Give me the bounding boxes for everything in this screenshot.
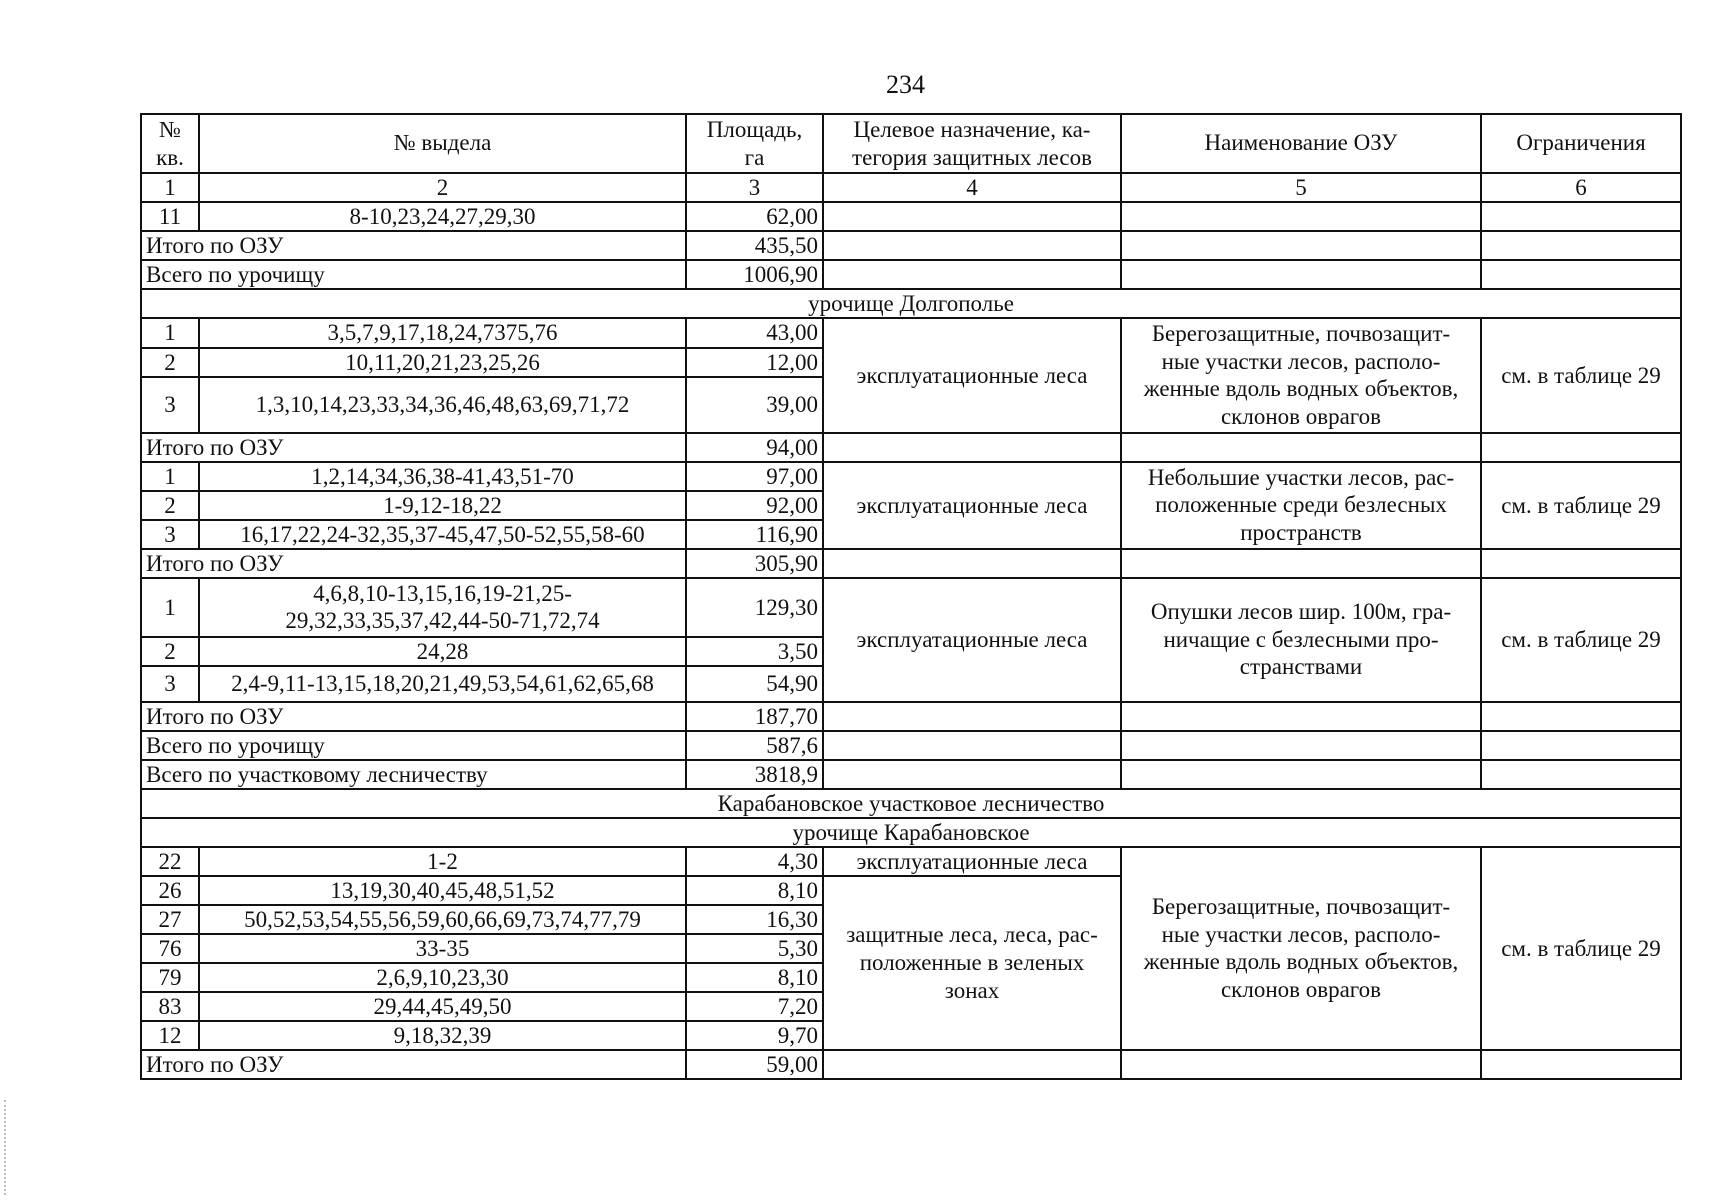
area-cell: 12,00 [686, 348, 823, 378]
vydel-cell: 9,18,32,39 [199, 1021, 686, 1050]
ozu-cell: Опушки лесов шир. 100м, гра- ничащие с безлесными про- странствами [1121, 578, 1481, 702]
header-row [141, 114, 1681, 173]
area-cell: 39,00 [686, 377, 823, 432]
vydel-cell: 33-35 [199, 934, 686, 963]
area-cell: 3,50 [686, 637, 823, 666]
vydel-cell: 1,2,14,34,36,38-41,43,51-70 [199, 462, 686, 491]
area-cell: 92,00 [686, 491, 823, 520]
vydel-cell: 4,6,8,10-13,15,16,19-21,25- 29,32,33,35,37,42,44-50-71,72,74 [199, 578, 686, 637]
header-limits: Ограничения [1481, 114, 1681, 173]
total-label: Итого по ОЗУ [141, 433, 686, 462]
col-num: 5 [1121, 173, 1481, 202]
area-cell: 54,90 [686, 666, 823, 702]
col-num: 4 [823, 173, 1121, 202]
kv-cell: 26 [141, 876, 199, 905]
area-cell: 9,70 [686, 1021, 823, 1050]
area-cell: 8,10 [686, 963, 823, 992]
total-label: Всего по урочищу [141, 731, 686, 760]
forestry-total-row [141, 760, 1681, 789]
kv-cell: 22 [141, 847, 199, 876]
section-title: Карабановское участковое лесничество [141, 789, 1681, 818]
area-cell: 43,00 [686, 318, 823, 348]
purpose-cell: эксплуатационные леса [823, 578, 1121, 702]
kv-cell: 2 [141, 491, 199, 520]
limits-cell: см. в таблице 29 [1481, 578, 1681, 702]
total-value: 3818,9 [686, 760, 823, 789]
vydel-cell: 16,17,22,24-32,35,37-45,47,50-52,55,58-60 [199, 520, 686, 549]
ozu-cell: Небольшие участки лесов, рас- положенные среди безлесных пространств [1121, 462, 1481, 549]
area-cell: 8,10 [686, 876, 823, 905]
area-cell: 62,00 [686, 202, 823, 231]
kv-cell: 2 [141, 348, 199, 378]
header-vydel: № выдела [199, 114, 686, 173]
total-label: Итого по ОЗУ [141, 702, 686, 731]
section-title: урочище Долгополье [141, 289, 1681, 318]
purpose-cell: эксплуатационные леса [823, 847, 1121, 876]
page-number: 234 [886, 70, 925, 99]
scan-edge-marks [4, 1100, 12, 1195]
col-num: 3 [686, 173, 823, 202]
purpose-cell: эксплуатационные леса [823, 462, 1121, 549]
section-title-row [141, 818, 1681, 847]
kv-cell: 3 [141, 666, 199, 702]
area-cell: 16,30 [686, 905, 823, 934]
vydel-cell: 2,6,9,10,23,30 [199, 963, 686, 992]
ozu-cell: Берегозащитные, почвозащит- ные участки лесов, располо- женные вдоль водных объектов, склонов оврагов [1121, 847, 1481, 1050]
table-row [141, 318, 1681, 348]
total-value: 305,90 [686, 549, 823, 578]
vydel-cell: 10,11,20,21,23,25,26 [199, 348, 686, 378]
vydel-cell: 1,3,10,14,23,33,34,36,46,48,63,69,71,72 [199, 377, 686, 432]
vydel-cell: 29,44,45,49,50 [199, 992, 686, 1021]
grand-total-row [141, 260, 1681, 289]
limits-cell: см. в таблице 29 [1481, 318, 1681, 432]
limits-cell: см. в таблице 29 [1481, 847, 1681, 1050]
total-label: Итого по ОЗУ [141, 549, 686, 578]
header-area: Площадь, га [686, 114, 823, 173]
col-num: 6 [1481, 173, 1681, 202]
total-value: 1006,90 [686, 260, 823, 289]
grand-total-row [141, 731, 1681, 760]
table-row [141, 202, 1681, 231]
vydel-cell: 2,4-9,11-13,15,18,20,21,49,53,54,61,62,65,68 [199, 666, 686, 702]
total-value: 187,70 [686, 702, 823, 731]
total-label: Всего по урочищу [141, 260, 686, 289]
area-cell: 5,30 [686, 934, 823, 963]
area-cell: 116,90 [686, 520, 823, 549]
kv-cell: 3 [141, 520, 199, 549]
col-num: 2 [199, 173, 686, 202]
vydel-cell: 8-10,23,24,27,29,30 [199, 202, 686, 231]
header-kv: № кв. [141, 114, 199, 173]
header-ozu: Наименование ОЗУ [1121, 114, 1481, 173]
kv-cell: 1 [141, 578, 199, 637]
area-cell: 97,00 [686, 462, 823, 491]
kv-cell: 11 [141, 202, 199, 231]
total-row [141, 1050, 1681, 1079]
vydel-cell: 24,28 [199, 637, 686, 666]
kv-cell: 1 [141, 462, 199, 491]
total-row [141, 433, 1681, 462]
vydel-cell: 1-2 [199, 847, 686, 876]
section-title-row [141, 289, 1681, 318]
header-numbers-row [141, 173, 1681, 202]
table-row [141, 462, 1681, 491]
table-row [141, 847, 1681, 876]
kv-cell: 76 [141, 934, 199, 963]
kv-cell: 3 [141, 377, 199, 432]
section-subtitle: урочище Карабановское [141, 818, 1681, 847]
purpose-cell: защитные леса, леса, рас- положенные в зеленых зонах [823, 876, 1121, 1050]
kv-cell: 1 [141, 318, 199, 348]
area-cell: 4,30 [686, 847, 823, 876]
purpose-cell: эксплуатационные леса [823, 318, 1121, 432]
ozu-cell: Берегозащитные, почвозащит- ные участки лесов, располо- женные вдоль водных объектов, склонов оврагов [1121, 318, 1481, 432]
area-cell: 129,30 [686, 578, 823, 637]
vydel-cell: 3,5,7,9,17,18,24,7375,76 [199, 318, 686, 348]
total-value: 435,50 [686, 231, 823, 260]
kv-cell: 79 [141, 963, 199, 992]
vydel-cell: 13,19,30,40,45,48,51,52 [199, 876, 686, 905]
header-purpose: Целевое назначение, ка- тегория защитных лесов [823, 114, 1121, 173]
total-row [141, 231, 1681, 260]
table-row [141, 578, 1681, 637]
limits-cell: см. в таблице 29 [1481, 462, 1681, 549]
col-num: 1 [141, 173, 199, 202]
kv-cell: 27 [141, 905, 199, 934]
total-value: 59,00 [686, 1050, 823, 1079]
total-label: Всего по участковому лесничеству [141, 760, 686, 789]
total-label: Итого по ОЗУ [141, 231, 686, 260]
ozu-table [140, 113, 1682, 1080]
area-cell: 7,20 [686, 992, 823, 1021]
total-value: 94,00 [686, 433, 823, 462]
total-label: Итого по ОЗУ [141, 1050, 686, 1079]
vydel-cell: 50,52,53,54,55,56,59,60,66,69,73,74,77,79 [199, 905, 686, 934]
total-row [141, 702, 1681, 731]
kv-cell: 12 [141, 1021, 199, 1050]
total-value: 587,6 [686, 731, 823, 760]
kv-cell: 2 [141, 637, 199, 666]
section-title-row [141, 789, 1681, 818]
total-row [141, 549, 1681, 578]
vydel-cell: 1-9,12-18,22 [199, 491, 686, 520]
kv-cell: 83 [141, 992, 199, 1021]
